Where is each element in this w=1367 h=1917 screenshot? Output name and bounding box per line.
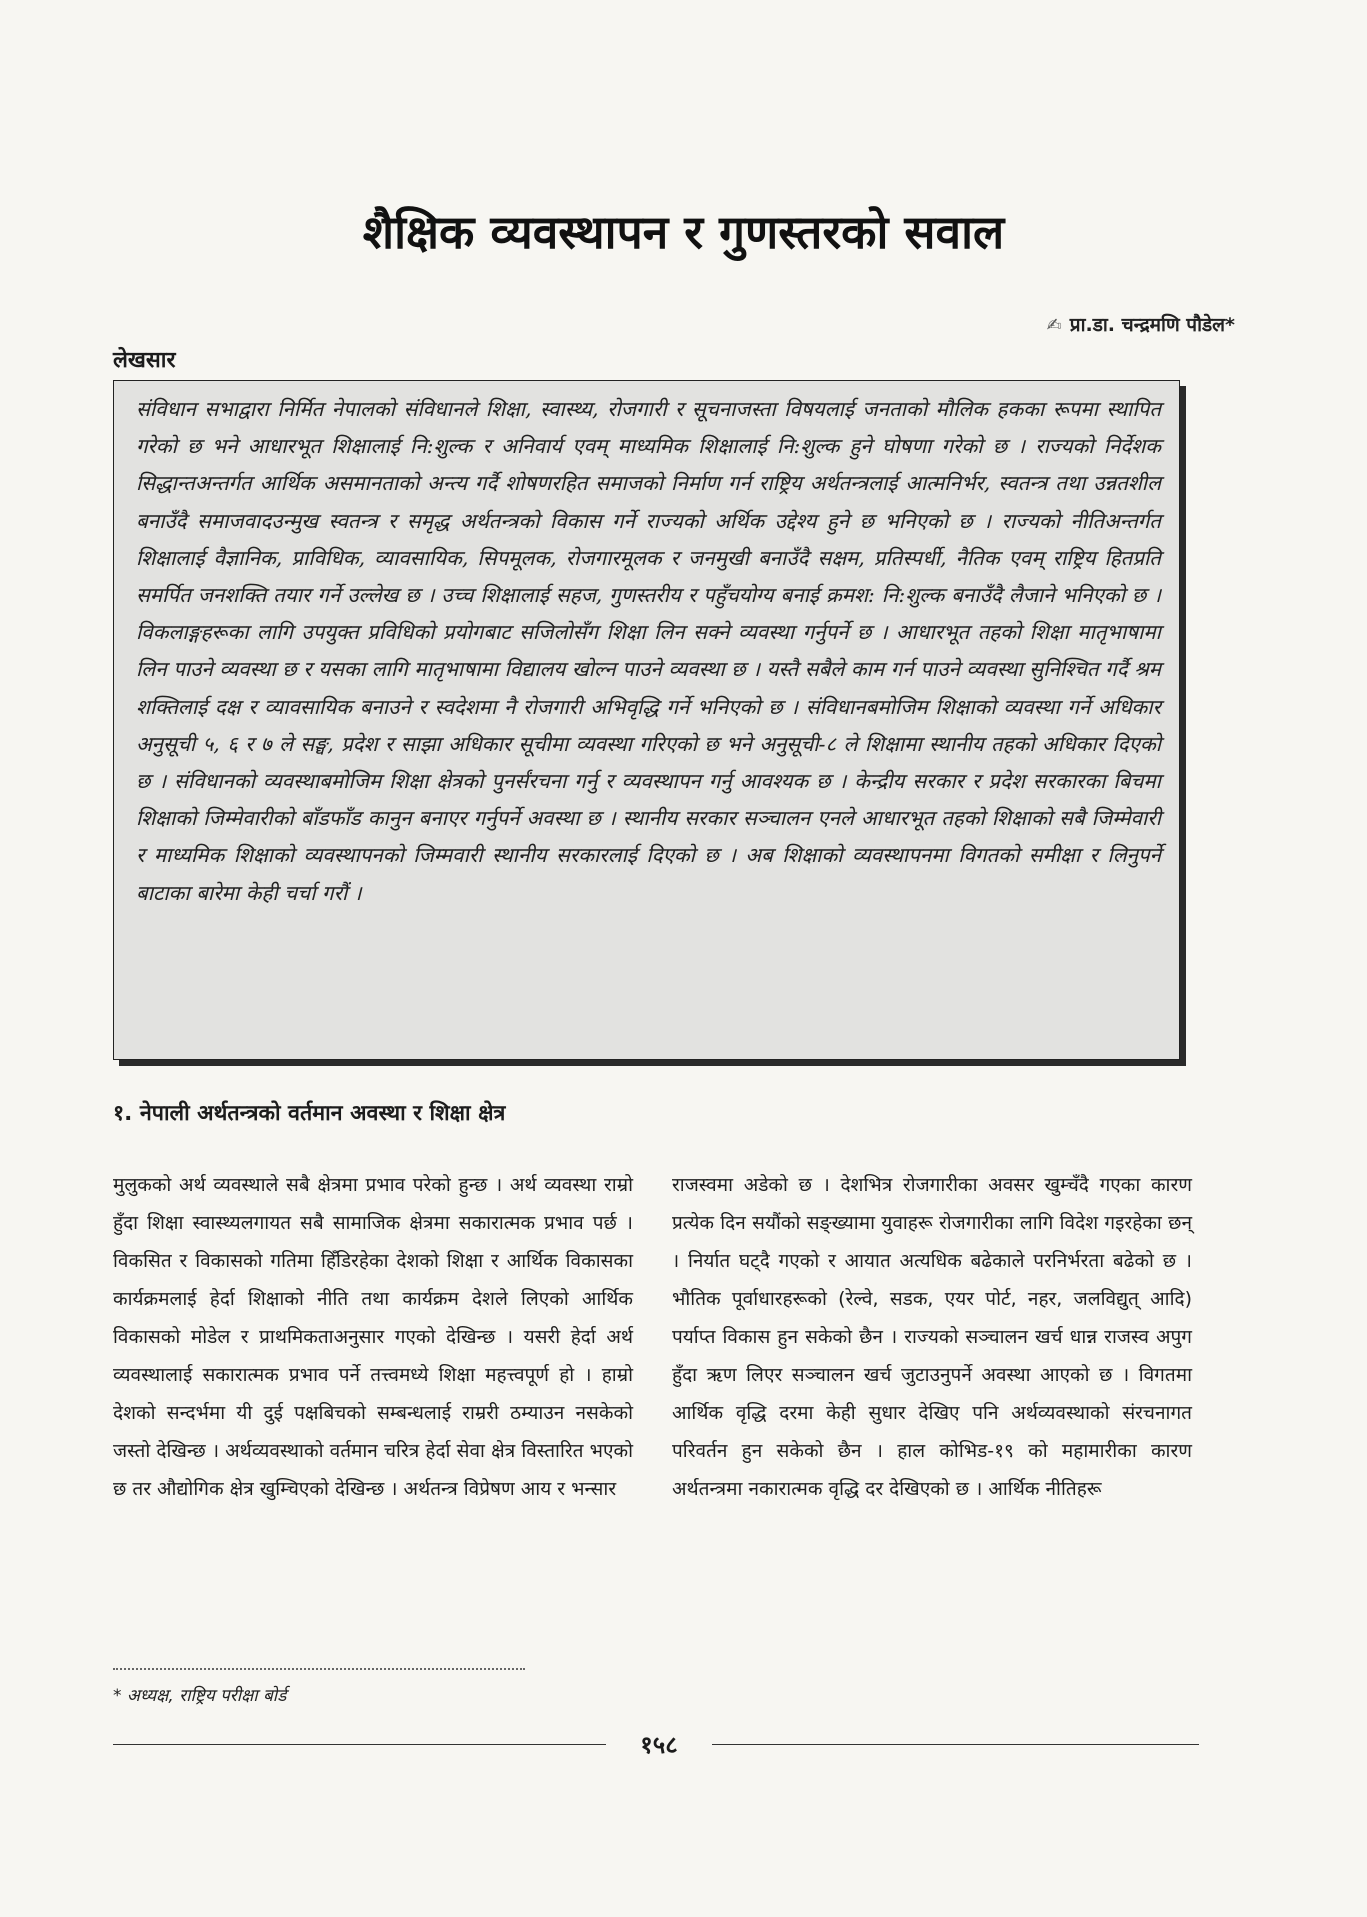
footnote: * अध्यक्ष, राष्ट्रिय परीक्षा बोर्ड [113, 1686, 287, 1706]
body-text-left: मुलुकको अर्थ व्यवस्थाले सबै क्षेत्रमा प्रभाव परेको हुन्छ । अर्थ व्यवस्था राम्रो हुँदा शिक्षा स्वास्थ्यलगायत सबै सामाजिक क्षेत्रमा सकारात्मक प्रभाव पर्छ । विकसित र विकासको गतिमा हिँडिरहेका देशको शिक्षा र आर्थिक विकासका कार्यक्रमलाई हेर्दा शिक्षाको नीति तथा कार्यक्रम देशले लिएको आर्थिक विकासको मोडेल र प्राथमिकताअनुसार गएको देखिन्छ । यसरी हेर्दा अर्थ व्यवस्थालाई सकारात्मक प्रभाव पर्ने तत्त्वमध्ये शिक्षा महत्त्वपूर्ण हो । हाम्रो देशको सन्दर्भमा यी दुई पक्षबिचको सम्बन्धलाई राम्ररी ठम्याउन नसकेको जस्तो देखिन्छ । अर्थव्यवस्थाको वर्तमान चरित्र हेर्दा सेवा क्षेत्र विस्तारित भएको छ तर औद्योगिक क्षेत्र खुम्चिएको देखिन्छ । अर्थतन्त्र विप्रेषण आय र भन्सार [113, 1174, 633, 1500]
abstract-label: लेखसार [113, 348, 176, 373]
body-text-right: राजस्वमा अडेको छ । देशभित्र रोजगारीका अवसर खुम्चँदै गएका कारण प्रत्येक दिन सयौंको सङ्ख्यामा युवाहरू रोजगारीका लागि विदेश गइरहेका छन् । निर्यात घट्दै गएको र आयात अत्यधिक बढेकाले परनिर्भरता बढेको छ । भौतिक पूर्वाधारहरूको (रेल्वे, सडक, एयर पोर्ट, नहर, जलविद्युत् आदि) पर्याप्त विकास हुन सकेको छैन । राज्यको सञ्चालन खर्च धान्न राजस्व अपुग हुँदा ऋण लिएर सञ्चालन खर्च जुटाउनुपर्ने अवस्था आएको छ । विगतमा आर्थिक वृद्धि दरमा केही सुधार देखिए पनि अर्थव्यवस्थाको संरचनागत परिवर्तन हुन सकेको छैन । हाल कोभिड-१९ को महामारीका कारण अर्थतन्त्रमा नकारात्मक वृद्धि दर देखिएको छ । आर्थिक नीतिहरू [672, 1174, 1192, 1500]
body-column-right [672, 1166, 1192, 1508]
pen-icon: ✍ [1046, 315, 1062, 336]
page-rule-left [113, 1744, 606, 1745]
author-name: प्रा.डा. चन्द्रमणि पौडेल* [1069, 314, 1235, 336]
body-column-left [113, 1166, 633, 1508]
author-line [1047, 311, 1235, 337]
page-number: १५८ [640, 1731, 678, 1759]
abstract-text: संविधान सभाद्वारा निर्मित नेपालको संविधानले शिक्षा, स्वास्थ्य, रोजगारी र सूचनाजस्ता विषयलाई जनताको मौलिक हकका रूपमा स्थापित गरेको छ भने आधारभूत शिक्षालाई नि:शुल्क र अनिवार्य एवम् माध्यमिक शिक्षालाई नि:शुल्क हुने घोषणा गरेको छ । राज्यको निर्देशक सिद्धान्तअन्तर्गत आर्थिक असमानताको अन्त्य गर्दै शोषणरहित समाजको निर्माण गर्न राष्ट्रिय अर्थतन्त्रलाई आत्मनिर्भर, स्वतन्त्र तथा उन्नतशील बनाउँदै समाजवादउन्मुख स्वतन्त्र र समृद्ध अर्थतन्त्रको विकास गर्ने राज्यको अर्थिक उद्देश्य हुने छ भनिएको छ । राज्यको नीतिअन्तर्गत शिक्षालाई वैज्ञानिक, प्राविधिक, व्यावसायिक, सिपमूलक, रोजगारमूलक र जनमुखी बनाउँदै सक्षम, प्रतिस्पर्धी, नैतिक एवम् राष्ट्रिय हितप्रति समर्पित जनशक्ति तयार गर्ने उल्लेख छ । उच्च शिक्षालाई सहज, गुणस्तरीय र पहुँचयोग्य बनाई क्रमश: नि:शुल्क बनाउँदै लैजाने भनिएको छ । विकलाङ्गहरूका लागि उपयुक्त प्रविधिको प्रयोगबाट सजिलोसँग शिक्षा लिन सक्ने व्यवस्था गर्नुपर्ने छ । आधारभूत तहको शिक्षा मातृभाषामा लिन पाउने व्यवस्था छ र यसका लागि मातृभाषामा विद्यालय खोल्न पाउने व्यवस्था छ । यस्तै सबैले काम गर्न पाउने व्यवस्था सुनिश्चित गर्दै श्रम शक्तिलाई दक्ष र व्यावसायिक बनाउने र स्वदेशमा नै रोजगारी अभिवृद्धि गर्ने भनिएको छ । संविधानबमोजिम शिक्षाको व्यवस्था गर्ने अधिकार अनुसूची ५, ६ र ७ ले सङ्घ, प्रदेश र साझा अधिकार सूचीमा व्यवस्था गरिएको छ भने अनुसूची-८ ले शिक्षामा स्थानीय तहको अधिकार दिएको छ । संविधानको व्यवस्थाबमोजिम शिक्षा क्षेत्रको पुनर्संरचना गर्नु र व्यवस्थापन गर्नु आवश्यक छ । केन्द्रीय सरकार र प्रदेश सरकारका बिचमा शिक्षाको जिम्मेवारीको बाँडफाँड कानुन बनाएर गर्नुपर्ने अवस्था छ । स्थानीय सरकार सञ्चालन एनले आधारभूत तहको शिक्षाको सबै जिम्मेवारी र माध्यमिक शिक्षाको व्यवस्थापनको जिम्मवारी स्थानीय सरकारलाई दिएको छ । अब शिक्षाको व्यवस्थापनमा विगतको समीक्षा र लिनुपर्ने बाटाका बारेमा केही चर्चा गरौं । [136, 397, 1161, 905]
page-rule-right [712, 1744, 1199, 1745]
footnote-divider [113, 1668, 525, 1670]
article-title: शैक्षिक व्यवस्थापन र गुणस्तरको सवाल [362, 205, 1005, 259]
section-heading: १. नेपाली अर्थतन्त्रको वर्तमान अवस्था र शिक्षा क्षेत्र [113, 1101, 506, 1126]
abstract-box [113, 380, 1180, 1060]
